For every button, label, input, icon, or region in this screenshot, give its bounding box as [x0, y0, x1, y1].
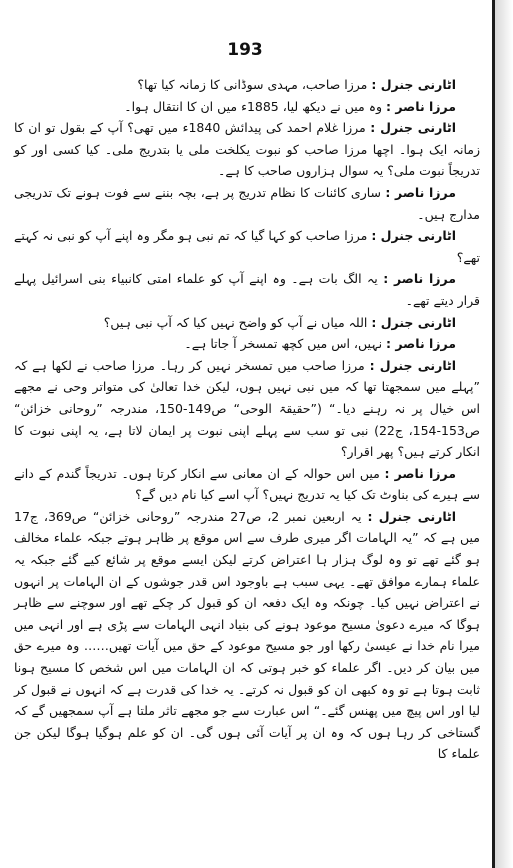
speaker-label: مرزا ناصر : — [386, 98, 456, 114]
paragraph-text: مرزا صاحب کو کہا گیا کہ تم نبی ہو مگر وہ اپنے آپ کو نبی نہ کہتے تھے؟ — [14, 228, 480, 265]
speaker-label: اٹارنی جنرل : — [371, 77, 456, 92]
paragraph-text: نہیں، اس میں کچھ تمسخر آ جاتا ہے۔ — [184, 336, 383, 352]
speaker-label: مرزا ناصر : — [385, 184, 456, 200]
transcript-paragraph — [14, 268, 480, 311]
paragraph-text: وہ میں نے دیکھ لیا، 1885ء میں ان کا انتقال ہوا۔ — [124, 98, 383, 114]
transcript-body — [14, 74, 480, 765]
speaker-label: اٹارنی جنرل : — [371, 314, 456, 330]
transcript-paragraph — [14, 182, 480, 225]
transcript-paragraph — [14, 225, 480, 268]
speaker-label: مرزا ناصر : — [384, 465, 456, 481]
paragraph-text: یہ اربعین نمبر 2، ص27 مندرجہ ”روحانی خزائن“ ص369، ج17 میں ہے کہ ”یہ الہامات اگر میری طرف سے اس موقع پر ظاہر ہوتے جبکہ علماء مخالف ہو گئے تھے تو وہ لوگ ہزار ہا اعتراض کرتے لیکن ایسے موقع پر شائع کیے گئے جبکہ یہ علماء ہمارے موافق تھے۔ یہی سبب ہے باوجود اس قدر جوشوں کے ان الہامات پر انہوں نے اعتراض نہیں کیا۔ چونکہ وہ ایک دفعہ ان کو قبول کر چکے تھے اور سوچنے سے ظاہر ہوگا کہ میرے دعویٰ مسیح موعود ہونے کی بنیاد انہی الہامات سے پڑی ہے اور انہی میں میرا نام خدا نے عیسیٰ رکھا اور جو مسیح موعود کے حق میں آیات تھیں…… وہ میرے حق میں بیان کر دیں۔ اگر علماء کو خبر ہوتی کہ ان الہامات میں اس شخص کا مسیح ہونا ثابت ہوتا ہے تو وہ کبھی ان کو قبول نہ کرتے۔ یہ خدا کی قدرت ہے کہ انہوں نے قبول کر لیا اور اس پیچ میں پھنس گئے۔“ اس عبارت سے جو مجھے تاثر ملتا ہے آپ سمجھیں گے کہ گستاخی کر رہا ہوں کہ وہ ان پر آیات آئی ہوں گی۔ ان کو علم ہوگیا ہوگا لیکن جن علماء کا — [14, 508, 480, 762]
paragraph-text: مرزا صاحب میں تمسخر نہیں کر رہا۔ مرزا صاحب نے لکھا ہے کہ ”پہلے میں سمجھتا تھا کہ میں نبی نہیں ہوں، لیکن خدا تعالیٰ کی متواتر وحی نے مجھے اس خیال پر نہ رہنے دیا۔“ (”حقیقۃ الوحی“ ص149-150، مندرجہ ”روحانی خزائن“ ص153-154، ج22) نبی تو سب سے پہلے اپنی نبوت پر ایمان لاتا ہے، یہ اپنی نبوت کا انکار کرتے ہیں؟ پھر اقرار؟ — [14, 357, 481, 460]
transcript-paragraph — [14, 117, 480, 182]
speaker-label: مرزا ناصر : — [386, 336, 456, 352]
speaker-label: مرزا ناصر : — [383, 271, 456, 287]
binding-shadow — [495, 0, 513, 868]
transcript-paragraph — [14, 355, 480, 463]
paragraph-text: میں اس حوالہ کے ان معانی سے انکار کرتا ہوں۔ تدریجاً گندم کے دانے سے ہیرے کی بناوٹ تک کیا یہ تدریج نہیں؟ آپ اسے کیا نام دیں گے؟ — [14, 465, 480, 503]
transcript-paragraph — [14, 96, 480, 118]
paragraph-text: اللہ میاں نے آپ کو واضح نہیں کیا کہ آپ نبی ہیں؟ — [103, 314, 368, 330]
paragraph-text: مرزا غلام احمد کی پیدائش 1840ء میں تھی؟ آپ کے بقول تو ان کا زمانہ ایک ہوا۔ اچھا مرزا صاحب کو نبوت یکلخت ملی یا بتدریج ملی۔ کیا کسی اور کو تدریجاً نبوت ملی؟ یہ سوال ہزاروں صاحب کا ہے۔ — [14, 120, 480, 179]
paragraph-text: مرزا صاحب، مہدی سوڈانی کا زمانہ کیا تھا؟ — [137, 77, 368, 92]
speaker-label: اٹارنی جنرل : — [371, 228, 456, 244]
transcript-paragraph — [14, 333, 480, 355]
transcript-paragraph — [14, 506, 480, 765]
speaker-label: اٹارنی جنرل : — [367, 508, 457, 524]
page-number: 193 — [227, 40, 263, 60]
paragraph-text: ساری کائنات کا نظام تدریج پر ہے، بچہ بننے سے فوت ہونے تک تدریجی مدارج ہیں۔ — [14, 184, 480, 222]
speaker-label: اٹارنی جنرل : — [370, 120, 456, 136]
transcript-paragraph — [14, 312, 480, 334]
transcript-paragraph — [14, 74, 480, 96]
transcript-paragraph — [14, 463, 480, 506]
speaker-label: اٹارنی جنرل : — [369, 357, 456, 373]
paragraph-text: یہ الگ بات ہے۔ وہ اپنے آپ کو علماء امتی کانبیاء بنی اسرائیل پہلے قرار دیتے تھے۔ — [14, 271, 480, 308]
